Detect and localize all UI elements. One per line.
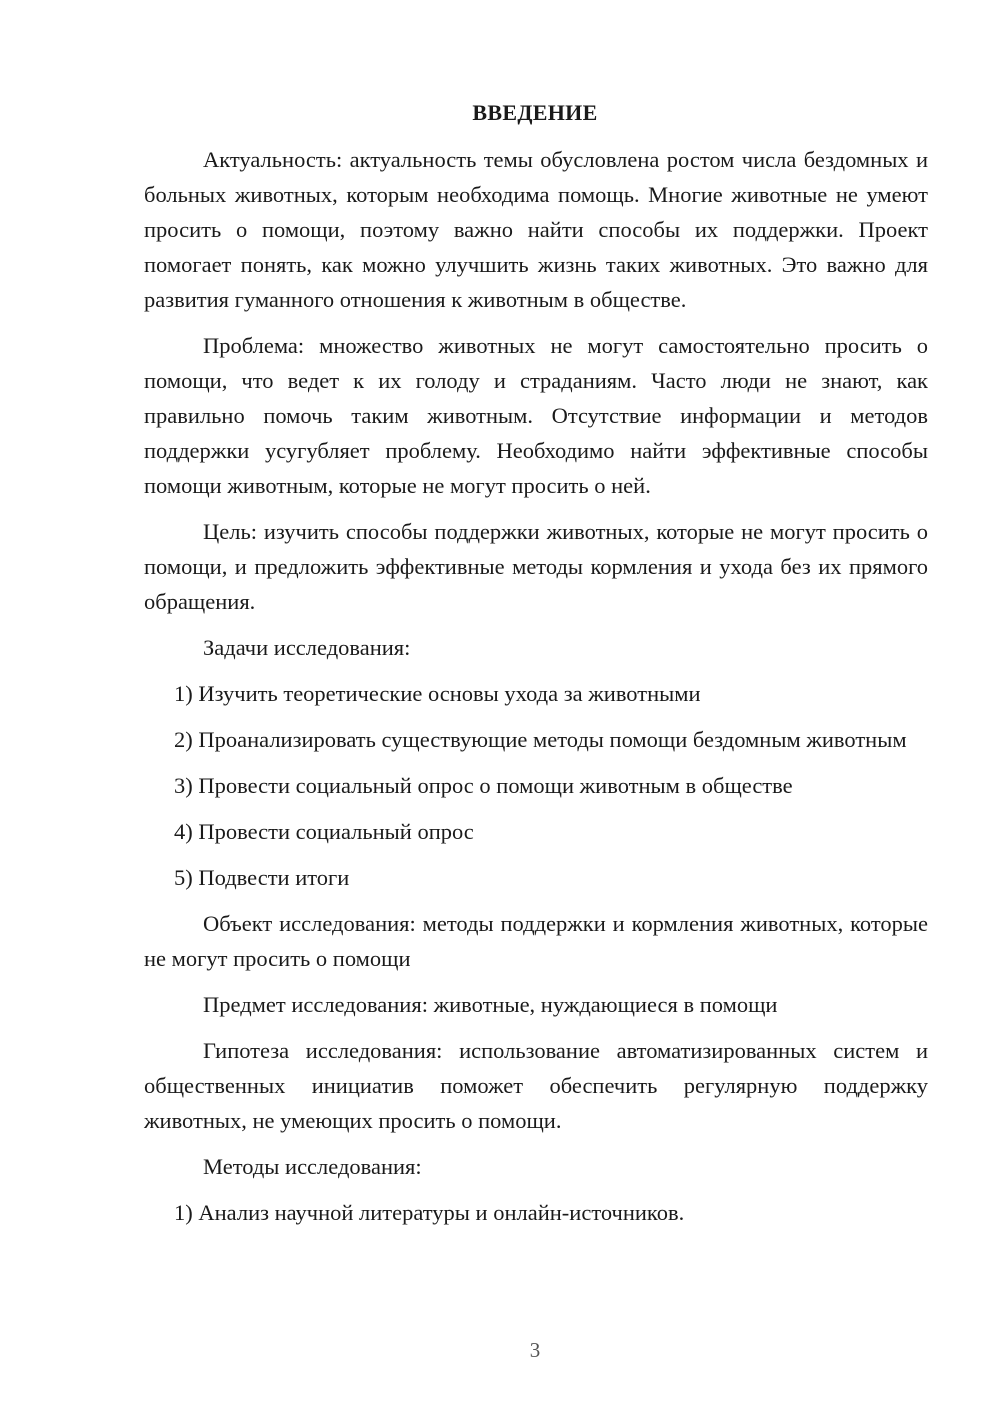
hypothesis-paragraph: Гипотеза исследования: использование автоматизированных систем и общественных инициатив поможет обеспечить регулярную поддержку животных, не умеющих просить о помощи. <box>144 1038 928 1133</box>
goal-paragraph: Цель: изучить способы поддержки животных, которые не могут просить о помощи, и предложить эффективные методы кормления и ухода без их прямого обращения. <box>144 519 928 614</box>
body-text <box>144 142 928 1241</box>
task-item: 2) Проанализировать существующие методы помощи бездомным животным <box>174 727 907 752</box>
methods-heading: Методы исследования: <box>203 1154 422 1179</box>
task-item: 4) Провести социальный опрос <box>174 819 474 844</box>
object-paragraph: Объект исследования: методы поддержки и кормления животных, которые не могут просить о помощи <box>144 911 928 971</box>
method-item: 1) Анализ научной литературы и онлайн-источников. <box>174 1200 685 1225</box>
task-item: 1) Изучить теоретические основы ухода за животными <box>174 681 701 706</box>
section-title: ВВЕДЕНИЕ <box>472 100 598 125</box>
tasks-heading: Задачи исследования: <box>203 635 411 660</box>
page-number: 3 <box>529 1338 541 1362</box>
task-item: 5) Подвести итоги <box>174 865 350 890</box>
problem-paragraph: Проблема: множество животных не могут самостоятельно просить о помощи, что ведет к их голоду и страданиям. Часто люди не знают, как правильно помочь таким животным. Отсутствие информации и методов поддержки усугубляет проблему. Необходимо найти эффективные способы помощи животным, которые не могут просить о ней. <box>144 333 928 498</box>
subject-paragraph: Предмет исследования: животные, нуждающиеся в помощи <box>203 992 778 1017</box>
task-item: 3) Провести социальный опрос о помощи животным в обществе <box>174 773 793 798</box>
relevance-paragraph: Актуальность: актуальность темы обусловлена ростом числа бездомных и больных животных, которым необходима помощь. Многие животные не умеют просить о помощи, поэтому важно найти способы их поддержки. Проект помогает понять, как можно улучшить жизнь таких животных. Это важно для развития гуманного отношения к животным в обществе. <box>144 147 928 312</box>
